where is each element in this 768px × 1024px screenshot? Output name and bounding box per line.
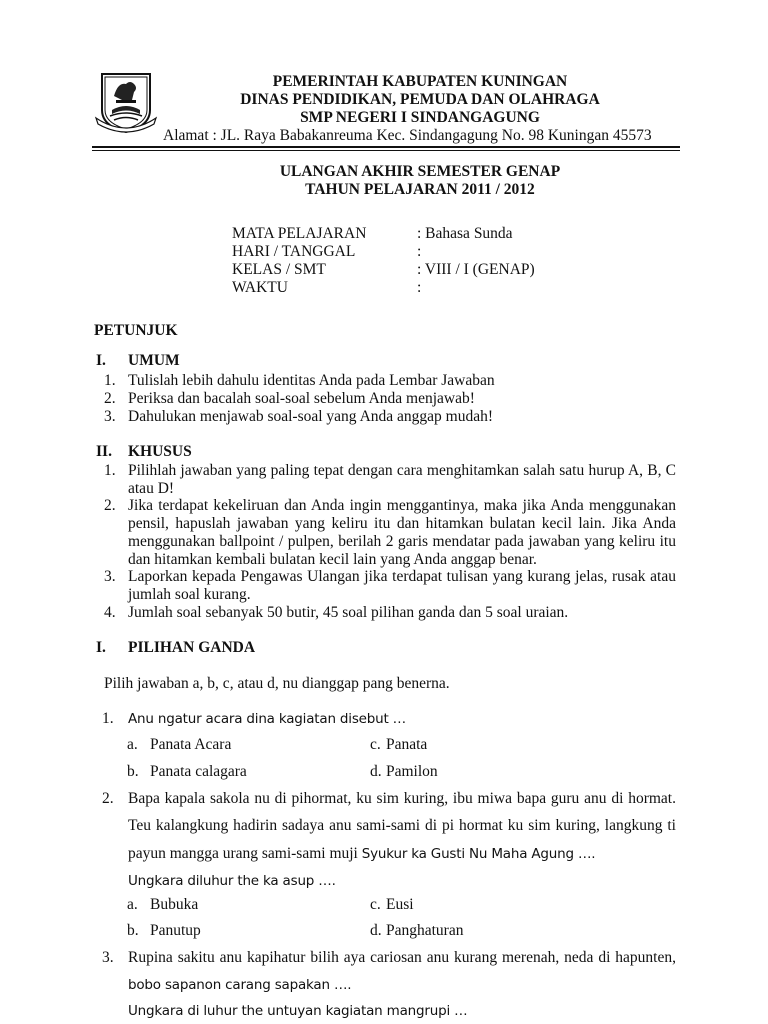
letterhead-school: SMP NEGERI I SINDANGAGUNG [300, 109, 540, 126]
text-line: Pilihlah jawaban yang paling tepat dengan cara menghitamkan salah satu hurup A, B, C [128, 462, 676, 479]
option-letter: b. [127, 922, 139, 939]
question-number: 1. [102, 710, 114, 727]
meta-label-subject: MATA PELAJARAN [232, 225, 367, 242]
option-letter: b. [127, 763, 139, 780]
section-numeral-general: I. [96, 352, 106, 369]
meta-value-class: : VIII / I (GENAP) [417, 261, 535, 278]
question-text [128, 845, 676, 863]
specific-item-number: 3. [104, 568, 116, 585]
letterhead-address: Alamat : JL. Raya Babakanreuma Kec. Sindangagung No. 98 Kuningan 45573 [163, 127, 652, 144]
meta-value-subject: : Bahasa Sunda [417, 225, 513, 242]
specific-item-text [128, 462, 676, 498]
text-line: Bapa kapala sakola nu di pihormat, ku sim kuring, ibu miwa bapa guru anu di hormat. [128, 790, 676, 807]
specific-item-text [128, 568, 676, 604]
option-letter: a. [127, 736, 138, 753]
text-line: payun mangga urang sami-sami muji [128, 845, 362, 862]
general-item-text: Dahulukan menjawab soal-soal yang Anda anggap mudah! [128, 408, 494, 425]
meta-label-time: WAKTU [232, 279, 288, 296]
multiple-choice-instruction: Pilih jawaban a, b, c, atau d, nu dianggap pang benerna. [104, 675, 450, 692]
question-text [128, 790, 676, 808]
text-line: dan hitamkan kembali bulatan kecil lain yang Anda anggap benar. [128, 551, 537, 568]
specific-item-text [128, 497, 676, 569]
meta-value-date: : [417, 243, 422, 260]
general-item-number: 2. [104, 390, 116, 407]
option-letter: a. [127, 896, 138, 913]
header-divider-thin [92, 150, 680, 151]
question-text [128, 949, 676, 967]
option-text: Panata calagara [150, 763, 247, 780]
meta-value-time: : [417, 279, 422, 296]
section-numeral-specific: II. [96, 443, 112, 460]
general-item-text: Periksa dan bacalah soal-soal sebelum Anda menjawab! [128, 390, 475, 407]
regency-seal-logo [92, 70, 160, 134]
exam-year: TAHUN PELAJARAN 2011 / 2012 [305, 181, 535, 198]
option-letter: d. [370, 922, 382, 939]
option-text: Eusi [386, 896, 414, 913]
text-line: menggunakan ballpoint / pulpen, berilah 2 garis mendatar pada jawaban yang keliru itu [128, 533, 676, 550]
instructions-heading: PETUNJUK [94, 322, 178, 339]
general-item-number: 1. [104, 372, 116, 389]
question-number: 2. [102, 790, 114, 807]
option-text: Pamilon [386, 763, 438, 780]
option-text: Panata Acara [150, 736, 232, 753]
text-line: atau D! [128, 480, 175, 497]
option-letter: c. [370, 736, 381, 753]
specific-item-text [128, 604, 676, 622]
text-line: Rupina sakitu anu kapihatur bilih aya cariosan anu kurang merenah, neda di hapunten, [128, 949, 676, 966]
question-number: 3. [102, 949, 114, 966]
option-letter: d. [370, 763, 382, 780]
option-text: Panata [386, 736, 428, 753]
option-text: Panghaturan [386, 922, 464, 939]
question-text [128, 817, 676, 835]
section-title-multiple-choice: PILIHAN GANDA [128, 639, 256, 656]
section-title-general: UMUM [128, 352, 180, 369]
section-title-specific: KHUSUS [128, 443, 192, 460]
option-letter: c. [370, 896, 381, 913]
meta-label-class: KELAS / SMT [232, 261, 326, 278]
text-line: Jumlah soal sebanyak 50 butir, 45 soal pilihan ganda dan 5 soal uraian. [128, 604, 569, 621]
question-text: Ungkara di luhur the untuyan kagiatan mangrupi … [128, 1003, 468, 1019]
question-text: Ungkara diluhur the ka asup …. [128, 873, 336, 889]
specific-item-number: 2. [104, 497, 116, 514]
option-text: Bubuka [150, 896, 199, 913]
question-text: bobo sapanon carang sapakan …. [128, 977, 352, 993]
letterhead-government: PEMERINTAH KABUPATEN KUNINGAN [272, 73, 568, 90]
text-line: pensil, hapuslah jawaban yang keliru itu dan hitamkan bulatan kecil lain. Jika Anda [128, 515, 676, 532]
header-divider-thick [92, 146, 680, 148]
text-line: Syukur ka Gusti Nu Maha Agung …. [361, 846, 596, 862]
text-line: Laporkan kepada Pengawas Ulangan jika terdapat tulisan yang kurang jelas, rusak atau [128, 568, 676, 585]
specific-item-number: 4. [104, 604, 116, 621]
exam-title: ULANGAN AKHIR SEMESTER GENAP [279, 163, 561, 180]
question-text: Anu ngatur acara dina kagiatan disebut … [128, 711, 406, 727]
general-item-text: Tulislah lebih dahulu identitas Anda pada Lembar Jawaban [128, 372, 495, 389]
section-numeral-multiple-choice: I. [96, 639, 106, 656]
meta-label-date: HARI / TANGGAL [232, 243, 356, 260]
letterhead-department: DINAS PENDIDIKAN, PEMUDA DAN OLAHRAGA [240, 91, 600, 108]
option-text: Panutup [150, 922, 201, 939]
text-line: Teu kalangkung hadirin sadaya anu sami-sami di pi hormat ku sim kuring, langkung ti [128, 817, 676, 834]
text-line: jumlah soal kurang. [128, 586, 251, 603]
text-line: Jika terdapat kekeliruan dan Anda ingin menggantinya, maka jika Anda menggunakan [128, 497, 676, 514]
general-item-number: 3. [104, 408, 116, 425]
specific-item-number: 1. [104, 462, 116, 479]
